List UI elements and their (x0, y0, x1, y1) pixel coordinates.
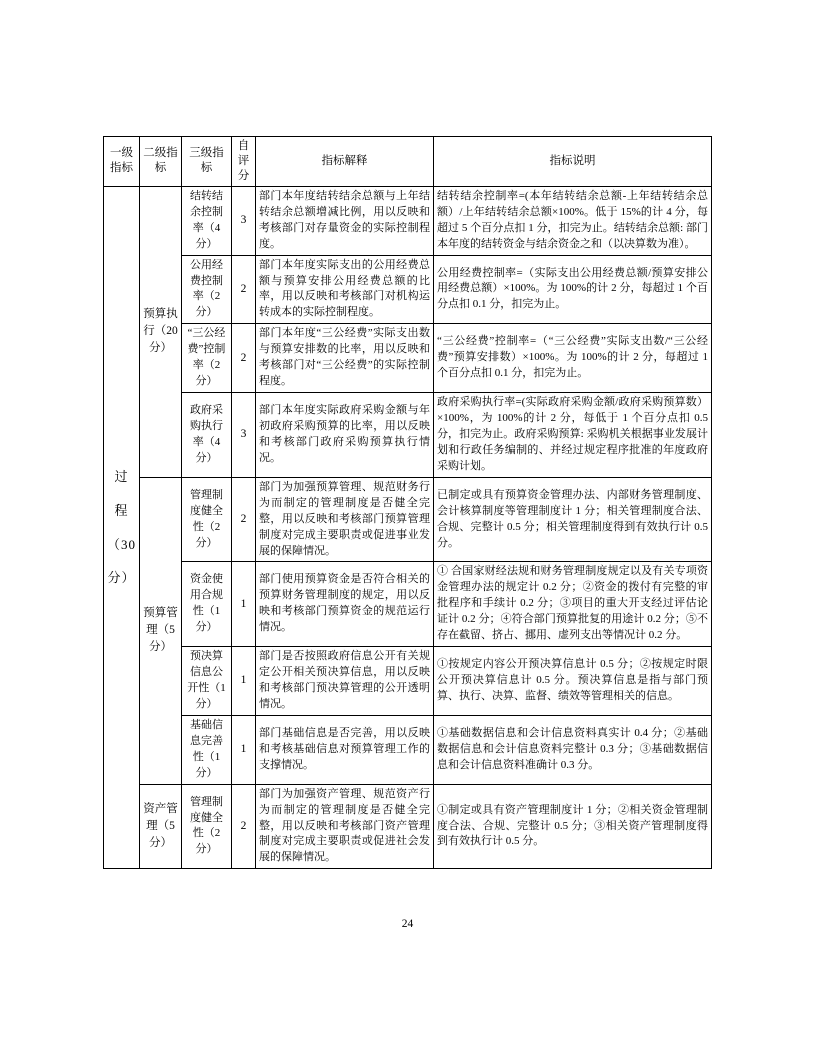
self-score-cell: 2 (232, 324, 256, 393)
indicator-description-cell: 结转结余控制率=(本年结转结余总额-上年结转结余总额）/上年结转结余总额×100%。低于 15%的计 4 分，每超过 5 个百分点扣 1 分，扣完为止。结转结余总额: 部门本年度的结转资金与结余资金之和（以决算数为准）。 (434, 186, 712, 255)
table-row (104, 715, 712, 784)
table-row (104, 477, 712, 562)
indicator-explanation-cell: 部门是否按照政府信息公开有关规定公开相关预决算信息，用以反映和考核部门预决算管理的公开透明情况。 (256, 647, 434, 716)
indicator-description-cell: 政府采购执行率=(实际政府采购金额/政府采购预算数）×100%，为 100%的计 2 分，每低于 1 个百分点扣 0.5 分，扣完为止。政府采购预算: 采购机关根据事业发展计划和行政任务编制的、并经过规定程序批准的年度政府采购计划。 (434, 393, 712, 478)
table-row (104, 255, 712, 324)
self-score-cell: 2 (232, 784, 256, 869)
indicator-explanation-cell: 部门基础信息是否完善，用以反映和考核基础信息对预算管理工作的支撑情况。 (256, 715, 434, 784)
page-number: 24 (401, 918, 414, 930)
level3-indicator-cell: 政府采购执行率（4分） (182, 393, 232, 478)
level3-indicator-cell: 管理制度健全性（2分） (182, 784, 232, 869)
indicator-explanation-cell: 部门本年度实际支出的公用经费总额与预算安排公用经费总额的比率，用以反映和考核部门对机构运转成本的实际控制程度。 (256, 255, 434, 324)
table-header-row (104, 137, 712, 187)
level3-indicator-cell: 结转结余控制率（4分） (182, 186, 232, 255)
self-score-cell: 1 (232, 562, 256, 647)
indicator-explanation-cell: 部门为加强预算管理、规范财务行为而制定的管理制度是否健全完整，用以反映和考核部门预算管理制度对完成主要职责或促进事业发展的保障情况。 (256, 477, 434, 562)
level3-indicator-cell: 公用经费控制率（2分） (182, 255, 232, 324)
column-header-explanation: 指标解释 (256, 137, 434, 187)
self-score-cell: 2 (232, 255, 256, 324)
level1-char-4: 分） (107, 570, 136, 586)
self-score-cell: 3 (232, 186, 256, 255)
indicator-description-cell: ①按规定内容公开预决算信息计 0.5 分；②按规定时限公开预决算信息计 0.5 分。预决算信息是指与部门预算、执行、决算、监督、绩效等管理相关的信息。 (434, 647, 712, 716)
table-row (104, 784, 712, 869)
level3-indicator-cell: “三公经费”控制率（2分） (182, 324, 232, 393)
indicator-description-cell: ① 合国家财经法规和财务管理制度规定以及有关专项资金管理办法的规定计 0.2 分；②资金的拨付有完整的审批程序和手续计 0.2 分；③项目的重大开支经过评估论证计 0.2 分；④符合部门预算批复的用途计 0.2 分；⑤不存在截留、挤占、挪用、虚列支出等情况计 0.2 分。 (434, 562, 712, 647)
indicator-description-cell: 公用经费控制率=（实际支出公用经费总额/预算安排公用经费总额）×100%。为 100%的计 2 分，每超过 1 个百分点扣 0.1 分，扣完为止。 (434, 255, 712, 324)
level1-char-1: 过 (114, 468, 129, 484)
indicator-explanation-cell: 部门使用预算资金是否符合相关的预算财务管理制度的规定，用以反映和考核部门预算资金的规范运行情况。 (256, 562, 434, 647)
evaluation-table (103, 136, 712, 869)
level3-indicator-cell: 管理制度健全性（2分） (182, 477, 232, 562)
indicator-description-cell: ①基础数据信息和会计信息资料真实计 0.4 分；②基础数据信息和会计信息资料完整计 0.3 分；③基础数据信息和会计信息资料准确计 0.3 分。 (434, 715, 712, 784)
table-row (104, 186, 712, 255)
self-score-cell: 2 (232, 477, 256, 562)
table-row (104, 393, 712, 478)
level1-char-2: 程 (114, 502, 129, 518)
level3-indicator-cell: 基础信息完善性（1分） (182, 715, 232, 784)
level3-indicator-cell: 资金使用合规性（1分） (182, 562, 232, 647)
level1-char-3: （30 (107, 536, 137, 552)
level3-indicator-cell: 预决算信息公开性（1分） (182, 647, 232, 716)
indicator-explanation-cell: 部门本年度结转结余总额与上年结转结余总额增减比例，用以反映和考核部门对存量资金的实际控制程度。 (256, 186, 434, 255)
level2-indicator-cell: 预算执行（20分） (140, 186, 182, 477)
column-header-description: 指标说明 (434, 137, 712, 187)
table-row (104, 324, 712, 393)
level2-indicator-cell: 资产管理（5分） (140, 784, 182, 869)
indicator-explanation-cell: 部门为加强资产管理、规范资产行为而制定的管理制度是否健全完整，用以反映和考核部门资产管理制度对完成主要职责或促进社会发展的保障情况。 (256, 784, 434, 869)
table-row (104, 562, 712, 647)
indicator-explanation-cell: 部门本年度实际政府采购金额与年初政府采购预算的比率，用以反映和考核部门政府采购预算执行情况。 (256, 393, 434, 478)
indicator-description-cell: “三公经费”控制率=（“三公经费”实际支出数/“三公经费”预算安排数）×100%。为 100%的计 2 分，每超过 1 个百分点扣 0.1 分，扣完为止。 (434, 324, 712, 393)
level2-indicator-cell: 预算管理（5分） (140, 477, 182, 784)
table-row (104, 647, 712, 716)
column-header-level1: 一级指标 (104, 137, 140, 187)
indicator-explanation-cell: 部门本年度“三公经费”实际支出数与预算安排数的比率，用以反映和考核部门对“三公经费”的实际控制程度。 (256, 324, 434, 393)
indicator-description-cell: 已制定或具有预算资金管理办法、内部财务管理制度、会计核算制度等管理制度计 1 分；相关管理制度合法、合规、完整计 0.5 分；相关管理制度得到有效执行计 0.5 分。 (434, 477, 712, 562)
self-score-cell: 1 (232, 715, 256, 784)
level1-indicator-cell (104, 186, 140, 869)
column-header-level3: 三级指标 (182, 137, 232, 187)
indicator-description-cell: ①制定或具有资产管理制度计 1 分；②相关资金管理制度合法、合规、完整计 0.5 分；③相关资产管理制度得到有效执行计 0.5 分。 (434, 784, 712, 869)
column-header-self-score: 自评分 (232, 137, 256, 187)
self-score-cell: 3 (232, 393, 256, 478)
self-score-cell: 1 (232, 647, 256, 716)
evaluation-table-container (103, 136, 711, 869)
column-header-level2: 二级指标 (140, 137, 182, 187)
